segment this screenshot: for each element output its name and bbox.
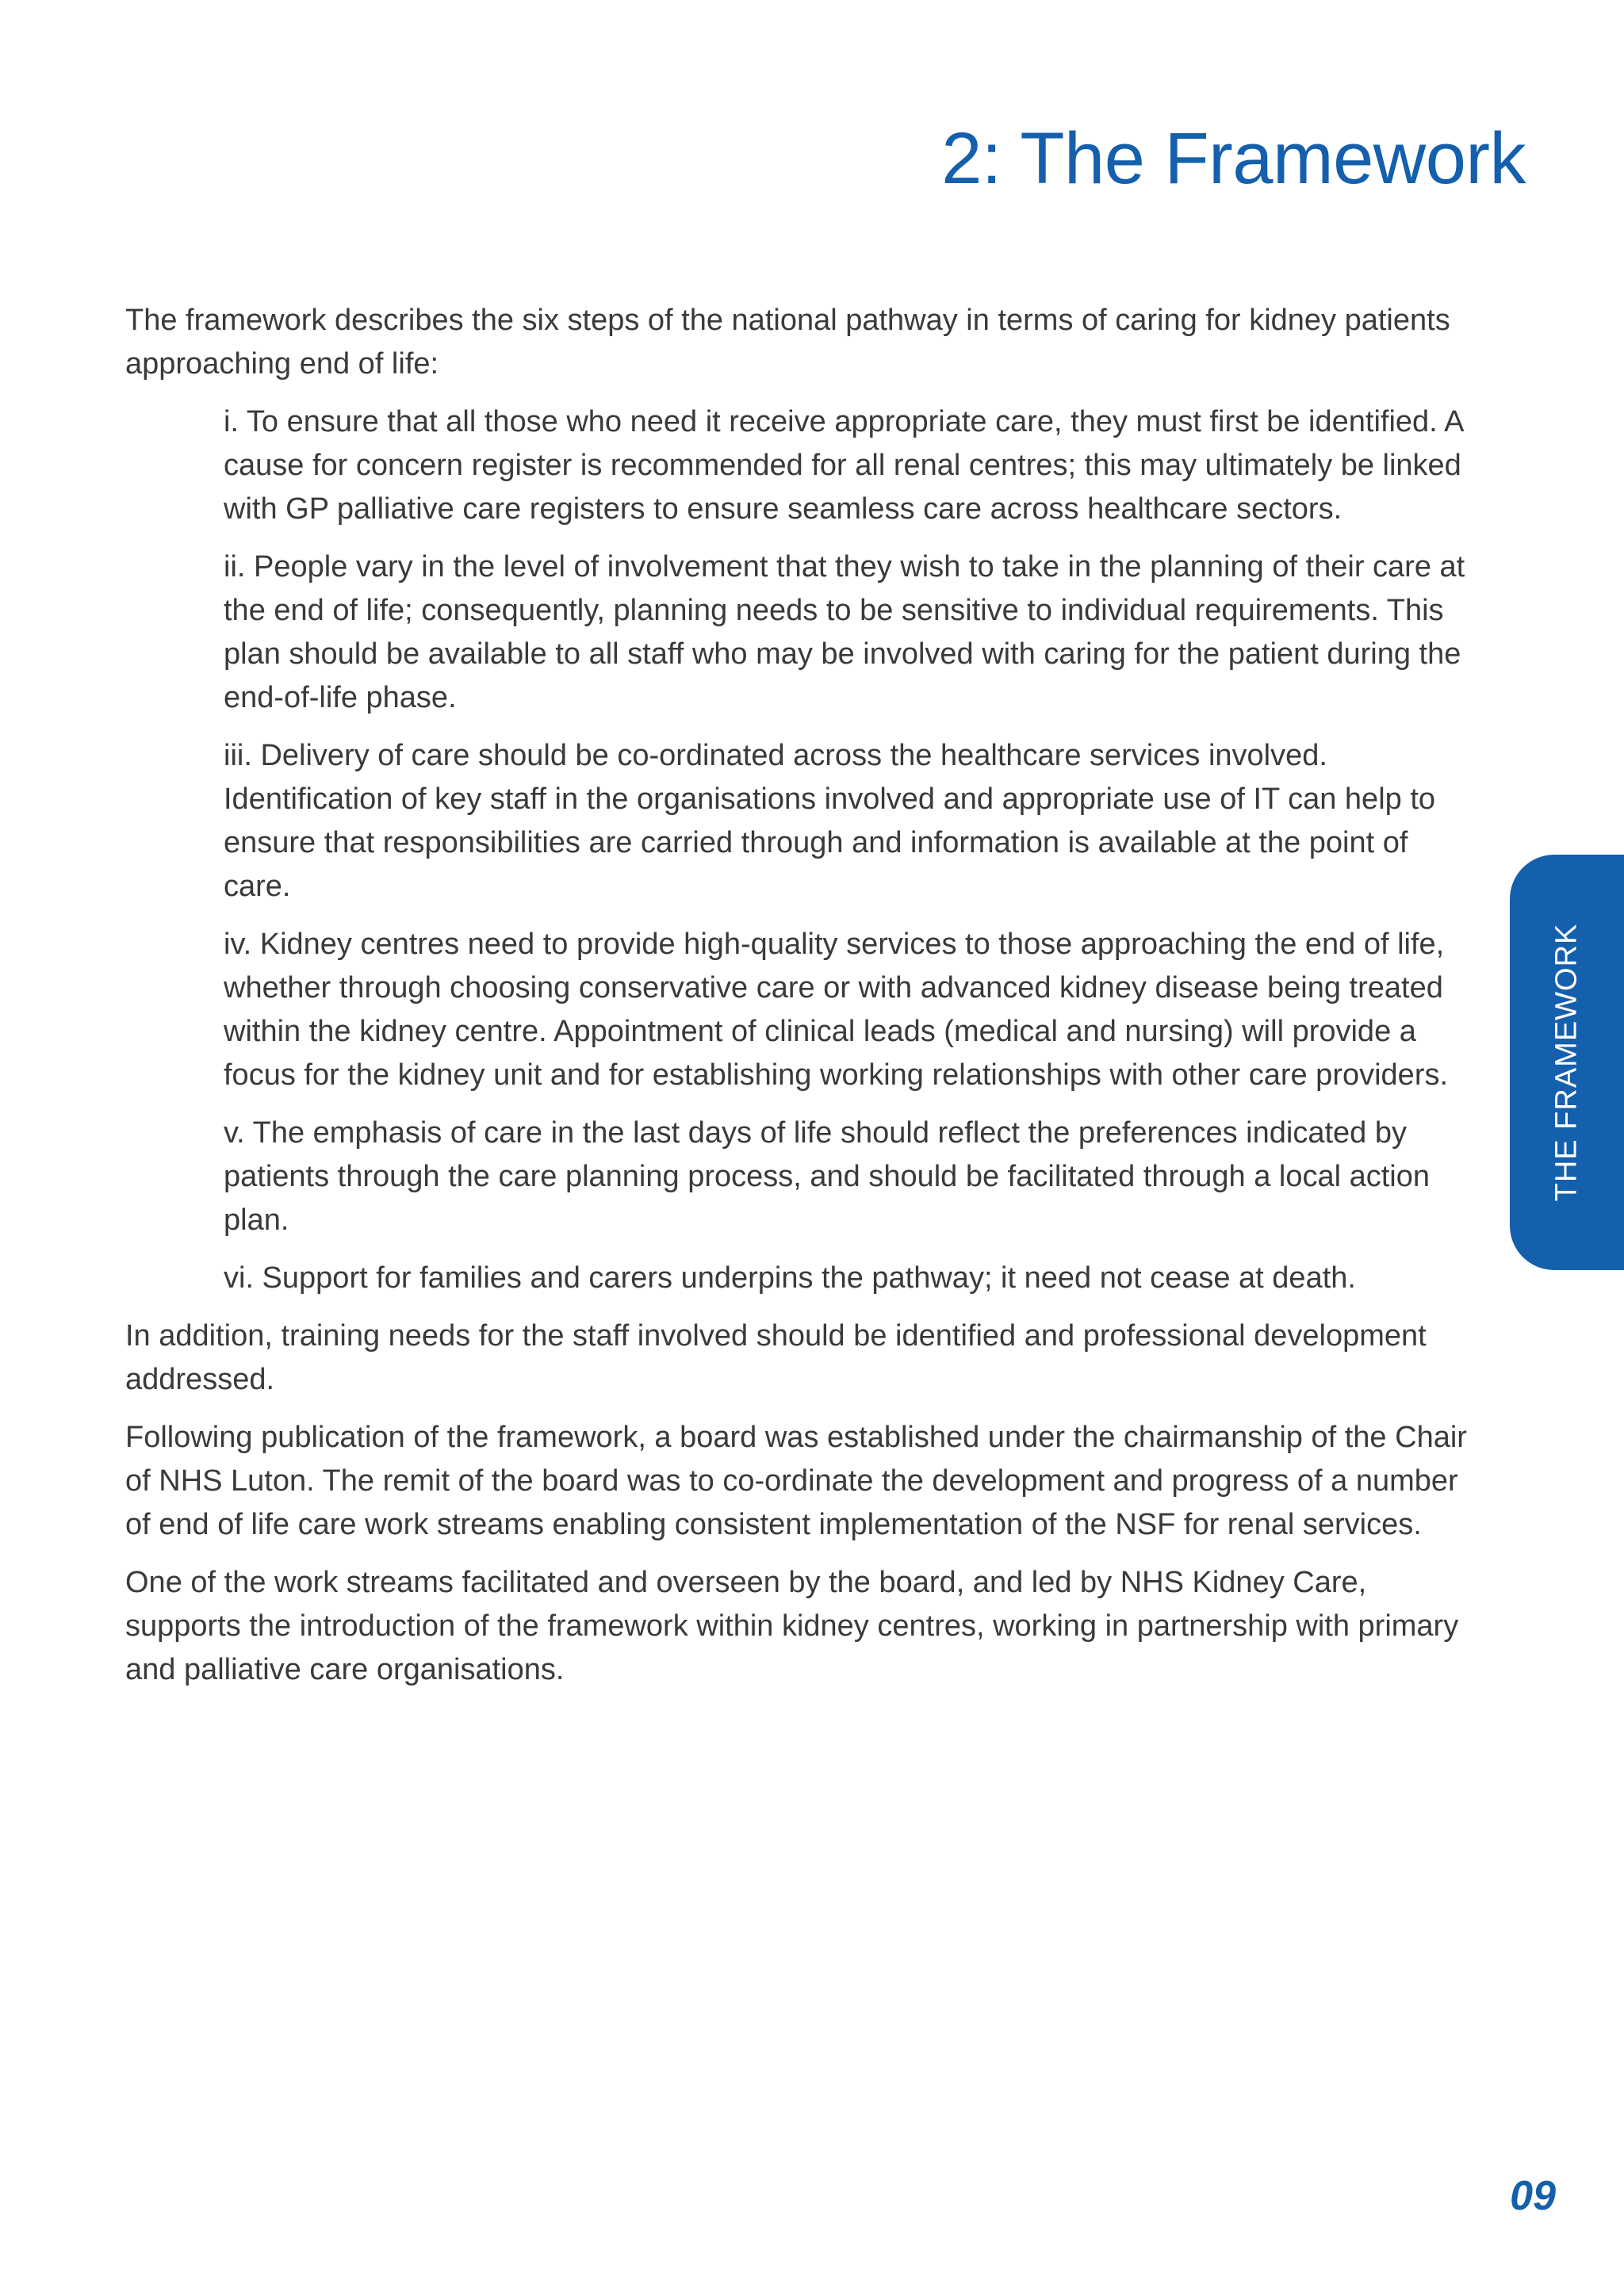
- page-number: 09: [1510, 2173, 1556, 2219]
- section-side-tab: [1510, 855, 1624, 1270]
- step-item-5: v. The emphasis of care in the last days of life should reflect the preferences indicated by patients through the care planning process, and should be facilitated through a local action plan.: [224, 1116, 1431, 1237]
- body-content: [125, 299, 1489, 1706]
- step-item-6: vi. Support for families and carers underpins the pathway; it need not cease at death.: [224, 1261, 1356, 1295]
- intro-paragraph: The framework describes the six steps of the national pathway in terms of caring for kidney patients approaching end of life:: [125, 304, 1450, 381]
- work-streams-paragraph: One of the work streams facilitated and overseen by the board, and led by NHS Kidney Care, supports the introduction of the framework within kidney centres, working in partnership with primary and palliative care organisations.: [125, 1566, 1459, 1686]
- step-item-3: iii. Delivery of care should be co-ordinated across the healthcare services involved. Identification of key staff in the organisations involved and appropriate use of IT can help to ensure that responsibilities are carried through and information is available at the point of care.: [224, 739, 1436, 903]
- step-item-1: i. To ensure that all those who need it receive appropriate care, they must first be identified. A cause for concern register is recommended for all renal centres; this may ultimately be linked with GP palliative care registers to ensure seamless care across healthcare sectors.: [224, 405, 1463, 526]
- side-tab-label: THE FRAMEWORK: [1549, 923, 1584, 1202]
- step-item-4: iv. Kidney centres need to provide high-quality services to those approaching the end of life, whether through choosing conservative care or with advanced kidney disease being treated within the kidney centre. Appointment of clinical leads (medical and nursing) will provide a focus for the kidney unit and for establishing working relationships with other care providers.: [224, 928, 1449, 1092]
- step-item-2: ii. People vary in the level of involvement that they wish to take in the planning of their care at the end of life; consequently, planning needs to be sensitive to individual requirements. This plan should be available to all staff who may be involved with caring for the patient during the end-of-life phase.: [224, 550, 1465, 714]
- page-title: 2: The Framework: [941, 118, 1526, 199]
- training-paragraph: In addition, training needs for the staff involved should be identified and professional development addressed.: [125, 1319, 1427, 1396]
- board-paragraph: Following publication of the framework, a board was established under the chairmanship of the Chair of NHS Luton. The remit of the board was to co-ordinate the development and progress of a number of end of life care work streams enabling consistent implementation of the NSF for renal services.: [125, 1421, 1467, 1541]
- framework-steps-list: [125, 400, 1489, 1300]
